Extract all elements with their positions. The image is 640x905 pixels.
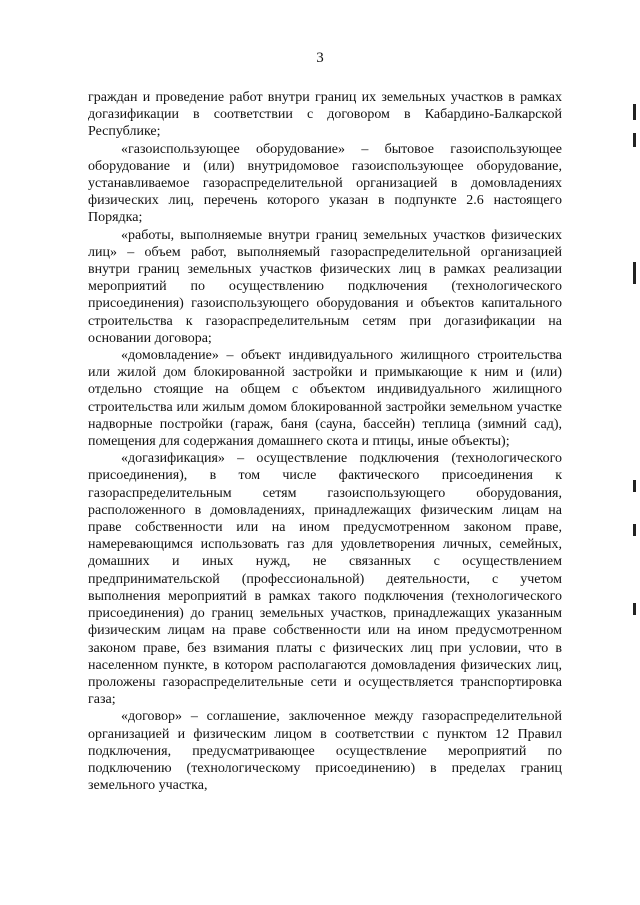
scan-edge-mark (633, 524, 636, 536)
paragraph-definition-contract: «договор» – соглашение, заключенное между газораспределительной организацией и физическим лицом в соответствии с пунктом 12 Правил подключения, предусматривающее осуществление мероприятий по подключению (технологическому присоединению) в пределах границ земельного участка, (88, 709, 562, 794)
paragraph-definition-equipment: «газоиспользующее оборудование» – бытовое газоиспользующее оборудование и (или) внутридомовое газоиспользующее оборудование, устанавливаемое газораспределительной организацией в домовладениях физических лиц, перечень которого указан в подпункте 2.6 настоящего Порядка; (88, 141, 562, 226)
scan-edge-mark (633, 480, 636, 492)
scan-edge-mark (633, 603, 636, 615)
paragraph-continuation: граждан и проведение работ внутри границ их земельных участков в рамках догазификации в соответствии с договором в Кабардино-Балкарской Республике; (88, 90, 562, 140)
paragraph-definition-gasification: «догазификация» – осуществление подключения (технологического присоединения), в том числе фактического присоединения к газораспределительным сетям газоиспользующего оборудования, расположенного в домовладениях, принадлежащих физическим лицам на праве собственности или на ином предусмотренном законом праве, намеревающимся использовать газ для удовлетворения личных, семейных, домашних и иных нужд, не связанных с осуществлением предпринимательской (профессиональной) деятельности, с учетом выполнения мероприятий в рамках такого подключения (технологического присоединения) до границ земельных участков, принадлежащих указанным физическим лицам на праве собственности или на ином предусмотренном законом праве, без взимания платы с физических лиц при условии, что в населенном пункте, в котором располагаются домовладения физических лиц, проложены газораспределительные сети и осуществляется транспортировка газа; (88, 451, 562, 708)
document-body (88, 89, 562, 794)
paragraph-definition-works: «работы, выполняемые внутри границ земельных участков физических лиц» – объем работ, выполняемый газораспределительной организацией внутри границ земельных участков физических лиц в рамках реализации мероприятий по осуществлению подключения (технологического присоединения) газоиспользующего оборудования и объектов капитального строительства к газораспределительным сетям при догазификации на основании договора; (88, 227, 562, 346)
paragraph-definition-household: «домовладение» – объект индивидуального жилищного строительства или жилой дом блокированной застройки и примыкающие к ним и (или) отдельно стоящие на общем с объектом индивидуального жилищного строительства или жилым домом блокированной застройки земельном участке надворные постройки (гараж, баня (сауна, бассейн) теплица (зимний сад), помещения для содержания домашнего скота и птицы, иные объекты); (88, 348, 562, 450)
scan-edge-mark (633, 133, 636, 147)
page-number: 3 (316, 50, 324, 66)
scan-edge-mark (633, 262, 636, 284)
scan-edge-mark (633, 104, 636, 120)
